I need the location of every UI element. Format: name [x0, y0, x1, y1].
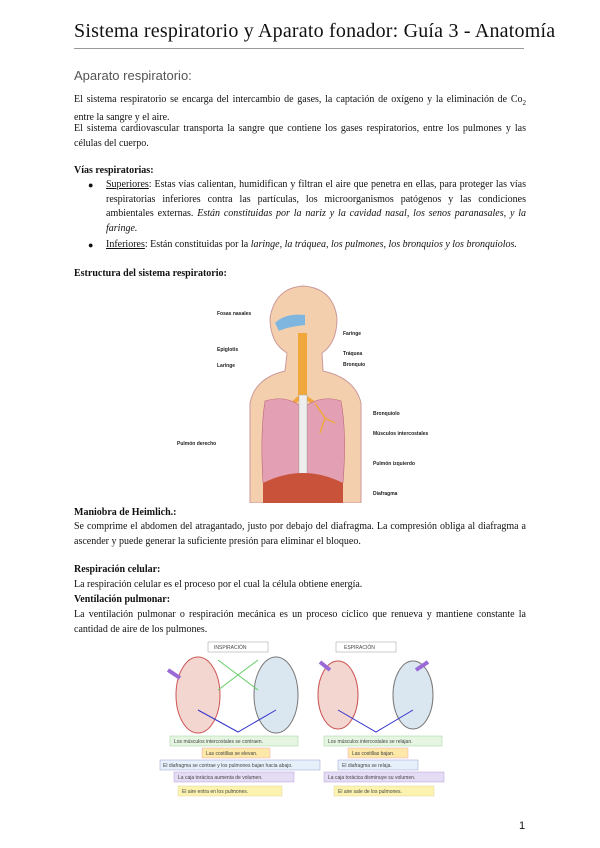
label-bronquiolo: Bronquiolo	[373, 411, 400, 417]
inspiracion-label: INSPIRACIÓN	[214, 645, 247, 651]
espiracion-label: ESPIRACIÓN	[344, 645, 375, 651]
esp-box-2: Las costillas bajan.	[352, 751, 395, 757]
label-diafragma: Diafragma	[373, 491, 398, 497]
bullet-icon: ●	[88, 180, 94, 190]
inferiores-text: : Están constituidas por la	[144, 239, 249, 250]
esp-box-5: El aire sale de los pulmones.	[338, 789, 402, 795]
bullet-icon: ●	[88, 240, 94, 250]
section-heading: Aparato respiratorio:	[74, 68, 192, 83]
label-pulmon-izquierdo: Pulmón izquierdo	[373, 461, 415, 467]
inspiracion-boxes	[160, 736, 320, 796]
superiores-label: Superiores	[106, 179, 149, 190]
inferiores-label: Inferiores	[106, 239, 145, 250]
label-fosas: Fosas nasales	[217, 311, 252, 317]
intro-paragraph-1	[74, 93, 526, 125]
esp-box-1: Los músculos intercostales se relajan.	[328, 739, 413, 745]
breathing-mechanics-illustration	[158, 640, 448, 800]
espiracion-boxes	[324, 736, 444, 796]
vias-heading: Vías respiratorias:	[74, 165, 154, 176]
intro-paragraph-2: El sistema cardiovascular transporta la sangre que contiene los gases respiratorios, entre los pulmones y las células del cuerpo.	[74, 123, 526, 149]
label-epiglotis: Epiglotis	[217, 347, 239, 353]
label-faringe: Faringe	[343, 331, 362, 337]
inferiores-italic: laringe, la tráquea, los pulmones, los bronquios y los bronquiolos.	[248, 239, 517, 250]
respiratory-system-illustration	[175, 283, 435, 503]
intro-subscript: 2	[522, 99, 526, 107]
insp-box-5: El aire entra en los pulmones.	[182, 789, 249, 795]
heimlich-heading: Maniobra de Heimlich.:	[74, 507, 177, 518]
label-musculos: Músculos intercostales	[373, 431, 429, 437]
vias-inferiores	[106, 238, 526, 253]
esp-box-3: El diafragma se relaja.	[342, 763, 392, 769]
heimlich-text: Se comprime el abdomen del atragantado, justo por debajo del diafragma. La compresión obliga al diafragma a ascender y puede generar la suficiente presión para eliminar el bloqueo.	[74, 521, 526, 547]
label-bronquio: Bronquio	[343, 362, 366, 368]
page-number: 1	[519, 820, 526, 832]
label-laringe: Laringe	[217, 363, 236, 369]
superiores-italic: Están constituidas por la nariz y la cavidad nasal, los senos paranasales, y la faringe.	[106, 208, 527, 234]
insp-box-1: Los músculos intercostales se contraen.	[174, 739, 263, 745]
estructura-heading: Estructura del sistema respiratorio:	[74, 268, 227, 279]
intro-text-b: entre la sangre y el aire.	[74, 111, 170, 123]
ventilacion-heading: Ventilación pulmonar:	[74, 594, 171, 605]
page-title: Sistema respiratorio y Aparato fonador: Guía 3 - Anatomía	[74, 20, 556, 42]
celular-text: La respiración celular es el proceso por el cual la célula obtiene energía.	[74, 579, 363, 590]
ventilacion-text: La ventilación pulmonar o respiración mecánica es un proceso cíclico que renueva y mantiene constante la cantidad de aire de los pulmones.	[74, 609, 526, 635]
insp-box-3: El diafragma se contrae y los pulmones bajan hacia abajo.	[163, 763, 293, 769]
label-pulmon-derecho: Pulmón derecho	[177, 441, 217, 447]
intro-text-a: El sistema respiratorio se encarga del intercambio de gases, la captación de oxígeno y la eliminación de Co	[74, 94, 523, 105]
label-traquea: Tráquea	[343, 351, 363, 357]
insp-box-4: La caja torácica aumenta de volumen.	[178, 775, 263, 781]
vias-superiores	[106, 178, 526, 236]
esp-box-4: La caja torácica disminuye su volumen.	[328, 775, 416, 781]
superiores-text: : Estas vías calientan, humidifican y filtran el aire que penetra en ellas, para proteger las vías respiratorias inferiores contra las partículas, los microorganismos patógenos y las condiciones ambientales externas.	[106, 179, 526, 219]
insp-box-2: Las costillas se elevan.	[206, 751, 258, 757]
celular-heading: Respiración celular:	[74, 564, 161, 575]
title-divider	[74, 48, 524, 49]
